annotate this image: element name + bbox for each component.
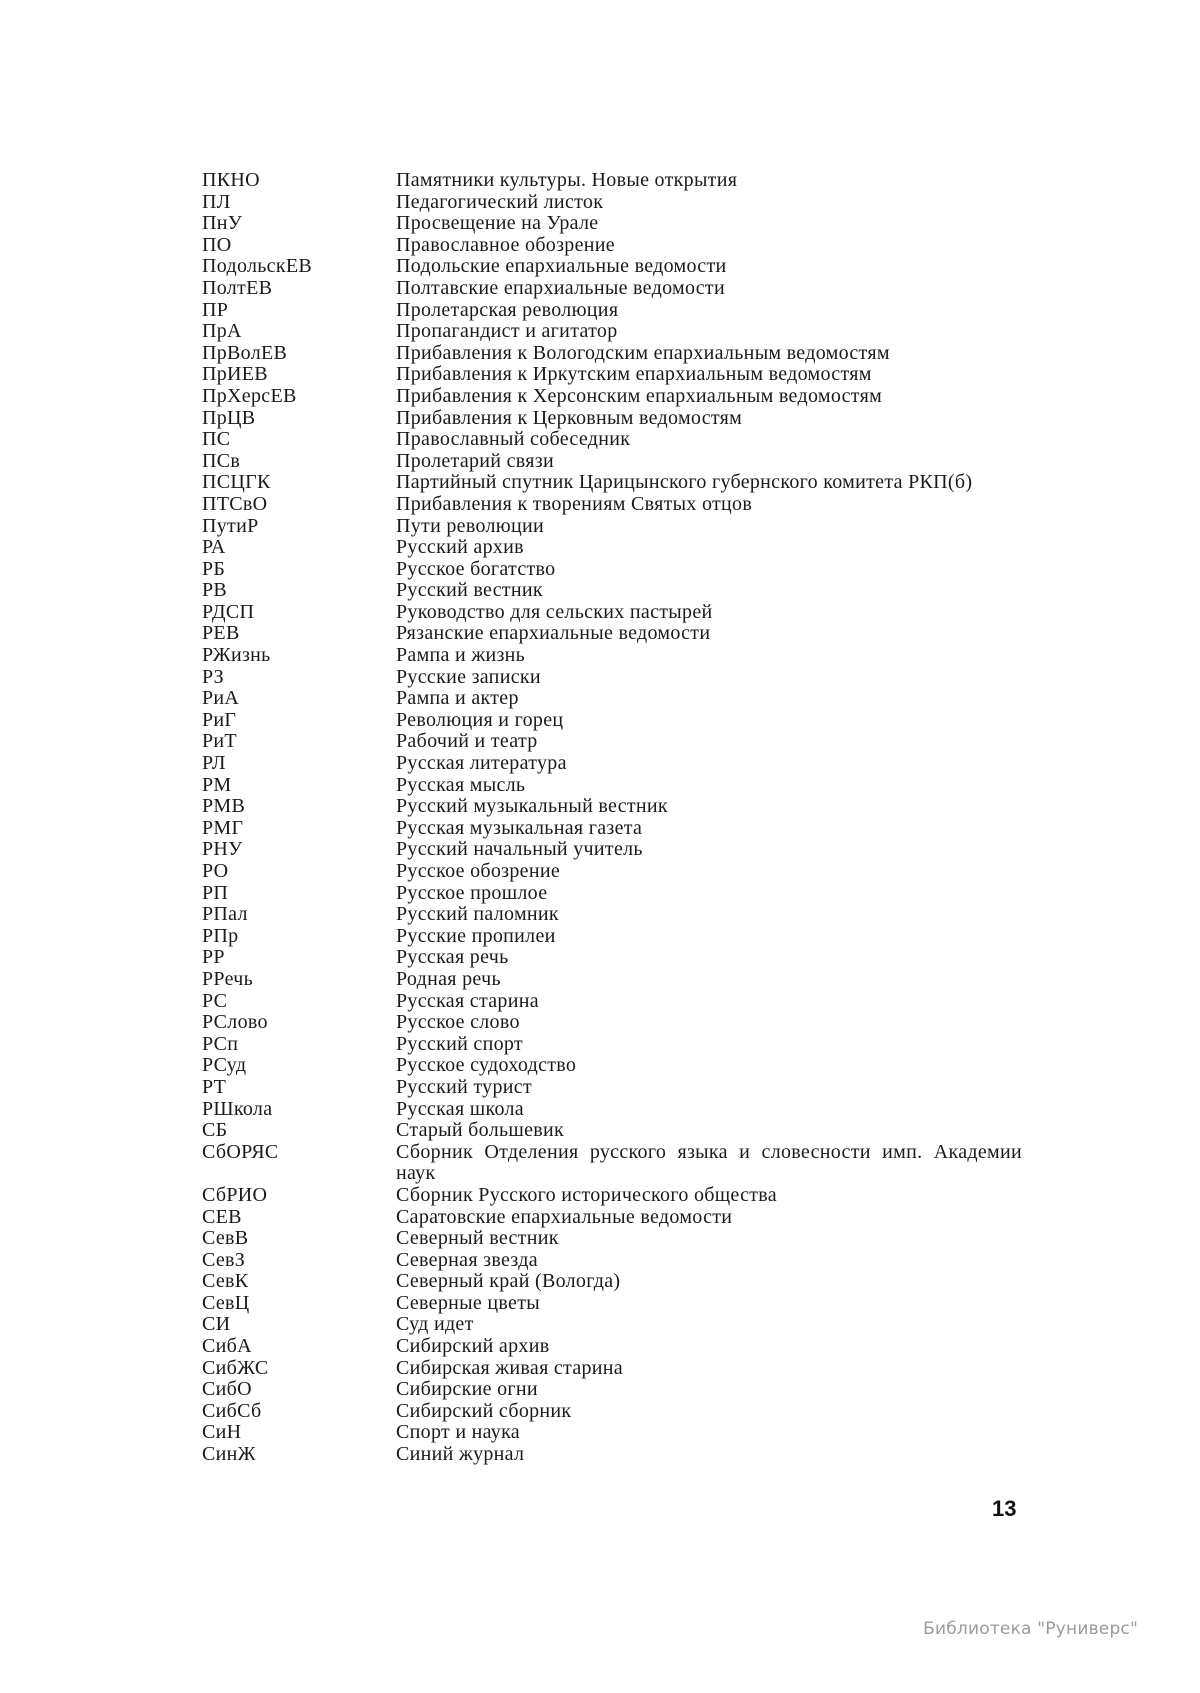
publication-title: Пропагандист и агитатор — [396, 320, 618, 343]
list-item — [202, 170, 1022, 192]
publication-title: Северный вестник — [396, 1227, 559, 1250]
publication-title: Прибавления к Иркутским епархиальным ведомостям — [396, 363, 872, 386]
publication-title: Русское слово — [396, 1011, 520, 1034]
abbreviation: ПСв — [202, 449, 241, 472]
abbreviation: СбОРЯС — [202, 1140, 279, 1163]
library-watermark: Библиотека "Руниверс" — [923, 1619, 1138, 1639]
publication-title: Рабочий и театр — [396, 730, 538, 753]
list-item — [202, 796, 1022, 818]
abbreviation: РР — [202, 946, 225, 969]
abbreviation: СевК — [202, 1270, 249, 1293]
list-item — [202, 537, 1022, 559]
publication-title: Руководство для сельских пастырей — [396, 600, 713, 623]
publication-title: Прибавления к Церковным ведомостям — [396, 406, 743, 429]
abbreviation: РШкола — [202, 1097, 273, 1120]
abbreviation: РПал — [202, 903, 248, 926]
list-item — [202, 753, 1022, 775]
publication-title: Прибавления к Херсонским епархиальным ведомостям — [396, 384, 883, 407]
abbreviation: РМВ — [202, 795, 246, 818]
publication-title: Русское прошлое — [396, 881, 548, 904]
list-item — [202, 623, 1022, 645]
publication-title: Русский архив — [396, 536, 524, 559]
list-item — [202, 731, 1022, 753]
list-item — [202, 947, 1022, 969]
abbreviation: ПР — [202, 298, 229, 321]
list-item — [202, 451, 1022, 473]
publication-title: Саратовские епархиальные ведомости — [396, 1205, 733, 1228]
abbreviation: РРечь — [202, 967, 254, 990]
publication-title: Русский музыкальный вестник — [396, 795, 668, 818]
publication-title: Русская школа — [396, 1097, 524, 1120]
abbreviation: РМ — [202, 773, 232, 796]
abbreviation: ПолтЕВ — [202, 276, 273, 299]
list-item — [202, 1099, 1022, 1121]
list-item — [202, 1444, 1022, 1466]
publication-title: Родная речь — [396, 967, 501, 990]
publication-title: Спорт и наука — [396, 1421, 520, 1444]
list-item — [202, 516, 1022, 538]
abbreviation: СибЖС — [202, 1356, 269, 1379]
list-item — [202, 1422, 1022, 1444]
abbreviation: ПрВолЕВ — [202, 341, 288, 364]
publication-title: Русский паломник — [396, 903, 559, 926]
publication-title: Русская литература — [396, 752, 567, 775]
abbreviation: СбРИО — [202, 1183, 268, 1206]
publication-title: Русский турист — [396, 1075, 532, 1098]
page-number: 13 — [992, 1496, 1017, 1521]
list-item — [202, 1293, 1022, 1315]
list-item — [202, 1207, 1022, 1229]
publication-title: Русская старина — [396, 989, 539, 1012]
abbreviation: ПКНО — [202, 169, 260, 191]
abbreviation: РСуд — [202, 1054, 247, 1077]
list-item — [202, 775, 1022, 797]
list-item — [202, 300, 1022, 322]
publication-title: Партийный спутник Царицынского губернского комитета РКП(б) — [396, 471, 973, 494]
abbreviation: РиГ — [202, 708, 237, 731]
abbreviation: РМГ — [202, 816, 244, 839]
abbreviation: ПЛ — [202, 190, 231, 213]
list-item — [202, 386, 1022, 408]
abbreviation: РЕВ — [202, 622, 240, 645]
abbreviation: ПСЦГК — [202, 471, 271, 494]
list-item — [202, 602, 1022, 624]
abbreviation: СибО — [202, 1378, 252, 1401]
abbreviation: РВ — [202, 579, 228, 602]
publication-title: Русские записки — [396, 665, 541, 688]
publication-title: Православное обозрение — [396, 233, 615, 256]
publication-title: Русские пропилеи — [396, 924, 556, 947]
list-item — [202, 1012, 1022, 1034]
abbreviation: СиН — [202, 1421, 242, 1444]
abbreviation: СибА — [202, 1335, 252, 1358]
abbreviation: СинЖ — [202, 1443, 256, 1466]
abbreviation: ПО — [202, 233, 232, 256]
publication-title: Пролетарская революция — [396, 298, 619, 321]
list-item — [202, 1185, 1022, 1207]
abbreviation: СевВ — [202, 1227, 249, 1250]
publication-title: Памятники культуры. Новые открытия — [396, 169, 738, 191]
publication-title: Северный край (Вологда) — [396, 1270, 621, 1293]
abbreviation: СевЗ — [202, 1248, 246, 1271]
publication-title: Русская мысль — [396, 773, 526, 796]
publication-title: Русский вестник — [396, 579, 543, 602]
abbreviation: РиА — [202, 687, 240, 710]
publication-title: Рампа и жизнь — [396, 644, 526, 667]
abbreviation: РЖизнь — [202, 644, 271, 667]
list-item — [202, 494, 1022, 516]
list-item — [202, 192, 1022, 214]
list-item — [202, 1077, 1022, 1099]
abbreviation: РС — [202, 989, 228, 1012]
list-item — [202, 818, 1022, 840]
publication-title: Северные цветы — [396, 1291, 540, 1314]
abbreviation: ПрИЕВ — [202, 363, 268, 386]
list-item — [202, 559, 1022, 581]
publication-title: Прибавления к Вологодским епархиальным ведомостям — [396, 341, 890, 364]
publication-title: Пути революции — [396, 514, 545, 537]
abbreviation: ПодольскЕВ — [202, 255, 313, 278]
list-item — [202, 1034, 1022, 1056]
publication-title: Сборник Русского исторического общества — [396, 1183, 777, 1206]
publication-title: Сибирский архив — [396, 1335, 550, 1358]
publication-title: Сибирские огни — [396, 1378, 538, 1401]
publication-title: Северная звезда — [396, 1248, 538, 1271]
list-item — [202, 343, 1022, 365]
abbreviation: СБ — [202, 1119, 228, 1142]
list-item — [202, 1379, 1022, 1401]
abbreviation: РП — [202, 881, 229, 904]
list-item — [202, 1314, 1022, 1336]
abbreviation: ПрХерсЕВ — [202, 384, 297, 407]
publication-title: Подольские епархиальные ведомости — [396, 255, 727, 278]
list-item — [202, 213, 1022, 235]
publication-title: Просвещение на Урале — [396, 212, 599, 235]
list-item — [202, 235, 1022, 257]
list-item — [202, 861, 1022, 883]
publication-title: Суд идет — [396, 1313, 474, 1336]
abbreviation: СибСб — [202, 1399, 262, 1422]
publication-title: Русская музыкальная газета — [396, 816, 643, 839]
publication-title: Русское богатство — [396, 557, 556, 580]
publication-title: Русский спорт — [396, 1032, 523, 1055]
publication-title: Педагогический листок — [396, 190, 604, 213]
list-item — [202, 1250, 1022, 1272]
list-item — [202, 429, 1022, 451]
list-item — [202, 1358, 1022, 1380]
list-item — [202, 1120, 1022, 1142]
list-item — [202, 278, 1022, 300]
publication-title: Синий журнал — [396, 1443, 525, 1466]
list-item — [202, 580, 1022, 602]
abbreviation: РПр — [202, 924, 239, 947]
abbreviation: СевЦ — [202, 1291, 250, 1314]
list-item — [202, 645, 1022, 667]
abbreviation: ПутиР — [202, 514, 259, 537]
abbreviation: ПрЦВ — [202, 406, 256, 429]
list-item — [202, 321, 1022, 343]
list-item — [202, 1142, 1022, 1185]
list-item — [202, 839, 1022, 861]
abbreviation: РДСП — [202, 600, 255, 623]
publication-title: Рязанские епархиальные ведомости — [396, 622, 711, 645]
list-item — [202, 1271, 1022, 1293]
abbreviation: РЛ — [202, 752, 226, 775]
list-item — [202, 883, 1022, 905]
list-item — [202, 667, 1022, 689]
abbreviation: РЗ — [202, 665, 224, 688]
publication-title: Русский начальный учитель — [396, 838, 643, 861]
publication-title: Пролетарий связи — [396, 449, 554, 472]
list-item — [202, 969, 1022, 991]
abbreviation: РБ — [202, 557, 226, 580]
publication-title: Русское судоходство — [396, 1054, 577, 1077]
publication-title: Революция и горец — [396, 708, 564, 731]
publication-title: Русская речь — [396, 946, 509, 969]
publication-title: Рампа и актер — [396, 687, 519, 710]
list-item — [202, 1401, 1022, 1423]
list-item — [202, 364, 1022, 386]
abbreviation: ПС — [202, 428, 231, 451]
publication-title: Русское обозрение — [396, 860, 561, 882]
list-item — [202, 710, 1022, 732]
list-item — [202, 256, 1022, 278]
list-item — [202, 1055, 1022, 1077]
list-item — [202, 472, 1022, 494]
abbreviation: РА — [202, 536, 226, 559]
publication-title: Прибавления к творениям Святых отцов — [396, 492, 753, 515]
abbreviation: РНУ — [202, 838, 243, 861]
abbreviation: ПТСвО — [202, 492, 268, 515]
publication-title: Полтавские епархиальные ведомости — [396, 276, 725, 299]
abbreviation-list — [202, 170, 1022, 1466]
abbreviation: РСп — [202, 1032, 239, 1055]
abbreviation: ПрА — [202, 320, 242, 343]
publication-title: Старый большевик — [396, 1119, 565, 1142]
list-item — [202, 408, 1022, 430]
abbreviation: СЕВ — [202, 1205, 242, 1228]
abbreviation: РСлово — [202, 1011, 268, 1034]
abbreviation: РО — [202, 860, 229, 882]
abbreviation: ПнУ — [202, 212, 243, 235]
publication-title: Сборник Отделения русского языка и словесности имп. Академии наук — [396, 1140, 1022, 1185]
publication-title: Сибирская живая старина — [396, 1356, 623, 1379]
list-item — [202, 1228, 1022, 1250]
list-item — [202, 991, 1022, 1013]
list-item — [202, 926, 1022, 948]
publication-title: Православный собеседник — [396, 428, 631, 451]
list-item — [202, 1336, 1022, 1358]
abbreviation: СИ — [202, 1313, 231, 1336]
list-item — [202, 688, 1022, 710]
abbreviation: РТ — [202, 1075, 227, 1098]
list-item — [202, 904, 1022, 926]
abbreviation: РиТ — [202, 730, 237, 753]
publication-title: Сибирский сборник — [396, 1399, 572, 1422]
